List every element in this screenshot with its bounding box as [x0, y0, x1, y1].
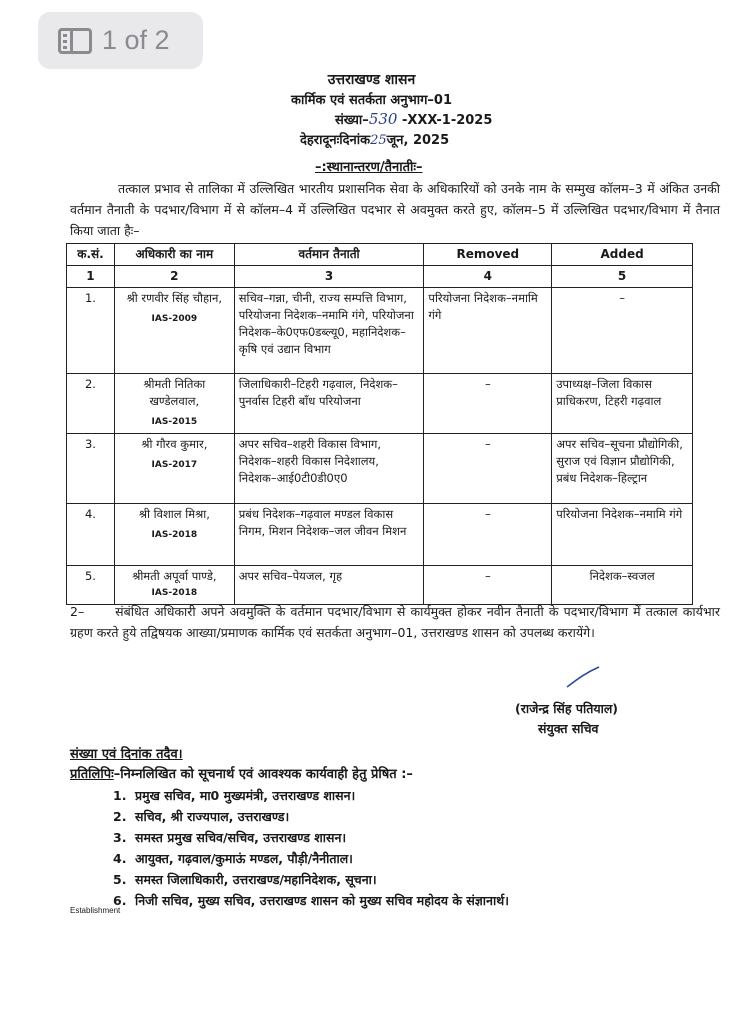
row-sno: 5. [67, 566, 115, 605]
col-number: 3 [234, 266, 424, 288]
row-added: निदेशक–स्वजल [552, 566, 693, 605]
row-officer: श्रीमती नितिका खण्डेलवाल, IAS-2015 [114, 374, 234, 434]
row-removed: परियोजना निदेशक–नमामि गंगे [424, 288, 552, 374]
row-sno: 3. [67, 434, 115, 504]
government-name: उत्तराखण्ड शासन [327, 72, 416, 88]
col-number: 2 [114, 266, 234, 288]
transfer-table [66, 243, 693, 605]
order-paragraph: तत्काल प्रभाव से तालिका में उल्लिखित भारतीय प्रशासनिक सेवा के अधिकारियों को उनके नाम के सम्मुख कॉलम–3 में अंकित उनकी वर्तमान तैनाती के पदभार/विभाग में से कॉलम–4 में उल्लिखित पदभार से अवमुक्त करते हुए, कॉलम–5 में उल्लिखित पदभार/विभाग में तैनात किया जाता हैः– [70, 181, 720, 238]
letter-number: संख्या–530 -XXX-1-2025 [335, 110, 493, 128]
list-item: 1. प्रमुख सचिव, मा0 मुख्यमंत्री, उत्तराखण्ड शासन। [113, 788, 356, 803]
row-service: IAS-2017 [151, 460, 198, 470]
list-item: 2. सचिव, श्री राज्यपाल, उत्तराखण्ड। [113, 809, 290, 824]
col-number: 4 [424, 266, 552, 288]
row-current-posting: अपर सचिव–शहरी विकास विभाग, निदेशक–शहरी विकास निदेशालय, निदेशक–आई0टी0डी0ए0 [234, 434, 424, 504]
row-added: उपाध्यक्ष–जिला विकास प्राधिकरण, टिहरी गढ़वाल [552, 374, 693, 434]
letter-date: देहरादूनःदिनांक25जून, 2025 [300, 133, 450, 148]
row-current-posting: प्रबंध निदेशक–गढ़वाल मण्डल विकास निगम, मिशन निदेशक–जल जीवन मिशन [234, 504, 424, 566]
row-officer: श्री रणवीर सिंह चौहान, IAS-2009 [114, 288, 234, 374]
col-number: 5 [552, 266, 693, 288]
col-number: 1 [67, 266, 115, 288]
row-current-posting: अपर सचिव–पेयजल, गृह [234, 566, 424, 605]
handwritten-number: 530 [368, 110, 398, 128]
row-sno: 2. [67, 374, 115, 434]
row-added: परियोजना निदेशक–नमामि गंगे [552, 504, 693, 566]
footer-note: Establishment [70, 906, 121, 915]
table-header-row [67, 244, 693, 266]
row-added: – [552, 288, 693, 374]
row-officer: श्री विशाल मिश्रा, IAS-2018 [114, 504, 234, 566]
row-current-posting: सचिव–गन्ना, चीनी, राज्य सम्पत्ति विभाग, परियोजना निदेशक–नमामि गंगे, परियोजना निदेशक–के0एफ0डब्ल्यू0, महानिदेशक–कृषि एवं उद्यान विभाग [234, 288, 424, 374]
row-removed: – [424, 374, 552, 434]
row-service: IAS-2018 [151, 530, 198, 540]
instruction-paragraph: 2– संबंधित अधिकारी अपने अवमुक्ति के वर्तमान पदभार/विभाग से कार्यमुक्त होकर नवीन तैनाती के पदभार/विभाग में तत्काल कार्यभार ग्रहण करते हुये तद्विषयक आख्या/प्रमाणक कार्मिक एवं सतर्कता अनुभाग–01, उत्तराखण्ड शासन को उपलब्ध करायेंगे। [70, 604, 724, 640]
row-added: अपर सचिव–सूचना प्रौद्योगिकी, सुराज एवं विज्ञान प्रौद्योगिकी, प्रबंध निदेशक–हिल्ट्रान [552, 434, 693, 504]
header-removed: Removed [424, 244, 552, 266]
list-item: 3. समस्त प्रमुख सचिव/सचिव, उत्तराखण्ड शासन। [113, 830, 347, 845]
row-removed: – [424, 434, 552, 504]
row-officer: श्री गौरव कुमार, IAS-2017 [114, 434, 234, 504]
header-sno: क.सं. [67, 244, 115, 266]
row-service: IAS-2015 [151, 417, 198, 427]
row-officer: श्रीमती अपूर्वा पाण्डे, IAS-2018 [114, 566, 234, 605]
table-row [67, 434, 693, 504]
copy-to-heading [70, 764, 413, 782]
handwritten-date: 25 [370, 133, 387, 148]
list-item: 4. आयुक्त, गढ़वाल/कुमाऊं मण्डल, पौड़ी/नैनीताल। [113, 851, 353, 866]
copy-to-label: प्रतिलिपिः [70, 767, 114, 782]
table-column-number-row [67, 266, 693, 288]
row-current-posting: जिलाधिकारी–टिहरी गढ़वाल, निदेशक– पुनर्वास टिहरी बाँध परियोजना [234, 374, 424, 434]
header-current-posting: वर्तमान तैनाती [234, 244, 424, 266]
row-sno: 4. [67, 504, 115, 566]
subject-heading: –:स्थानान्तरण/तैनातीः– [315, 160, 423, 175]
row-sno: 1. [67, 288, 115, 374]
dated-line: संख्या एवं दिनांक तदैव। [70, 747, 183, 762]
copy-to-list [113, 785, 509, 911]
signatory-name: (राजेन्द्र सिंह पतियाल) [515, 701, 619, 716]
table-row [67, 566, 693, 605]
header-added: Added [552, 244, 693, 266]
signature-mark [565, 665, 601, 689]
page-count: 1 of 2 [102, 25, 170, 55]
copy-to-text: –निम्नलिखित को सूचनार्थ एवं आवश्यक कार्यवाही हेतु प्रेषित :– [113, 767, 413, 782]
list-item: 6. निजी सचिव, मुख्य सचिव, उत्तराखण्ड शासन को मुख्य सचिव महोदय के संज्ञानार्थ। [113, 893, 509, 908]
header-officer-name: अधिकारी का नाम [114, 244, 234, 266]
department-name: कार्मिक एवं सतर्कता अनुभाग–01 [291, 93, 452, 108]
table-row [67, 288, 693, 374]
row-service: IAS-2009 [151, 314, 198, 324]
signatory-title: संयुक्त सचिव [538, 721, 599, 736]
row-removed: – [424, 504, 552, 566]
row-service: IAS-2018 [151, 588, 198, 598]
row-removed: – [424, 566, 552, 605]
table-row [67, 374, 693, 434]
table-row [67, 504, 693, 566]
list-item: 5. समस्त जिलाधिकारी, उत्तराखण्ड/महानिदेशक, सूचना। [113, 872, 377, 887]
